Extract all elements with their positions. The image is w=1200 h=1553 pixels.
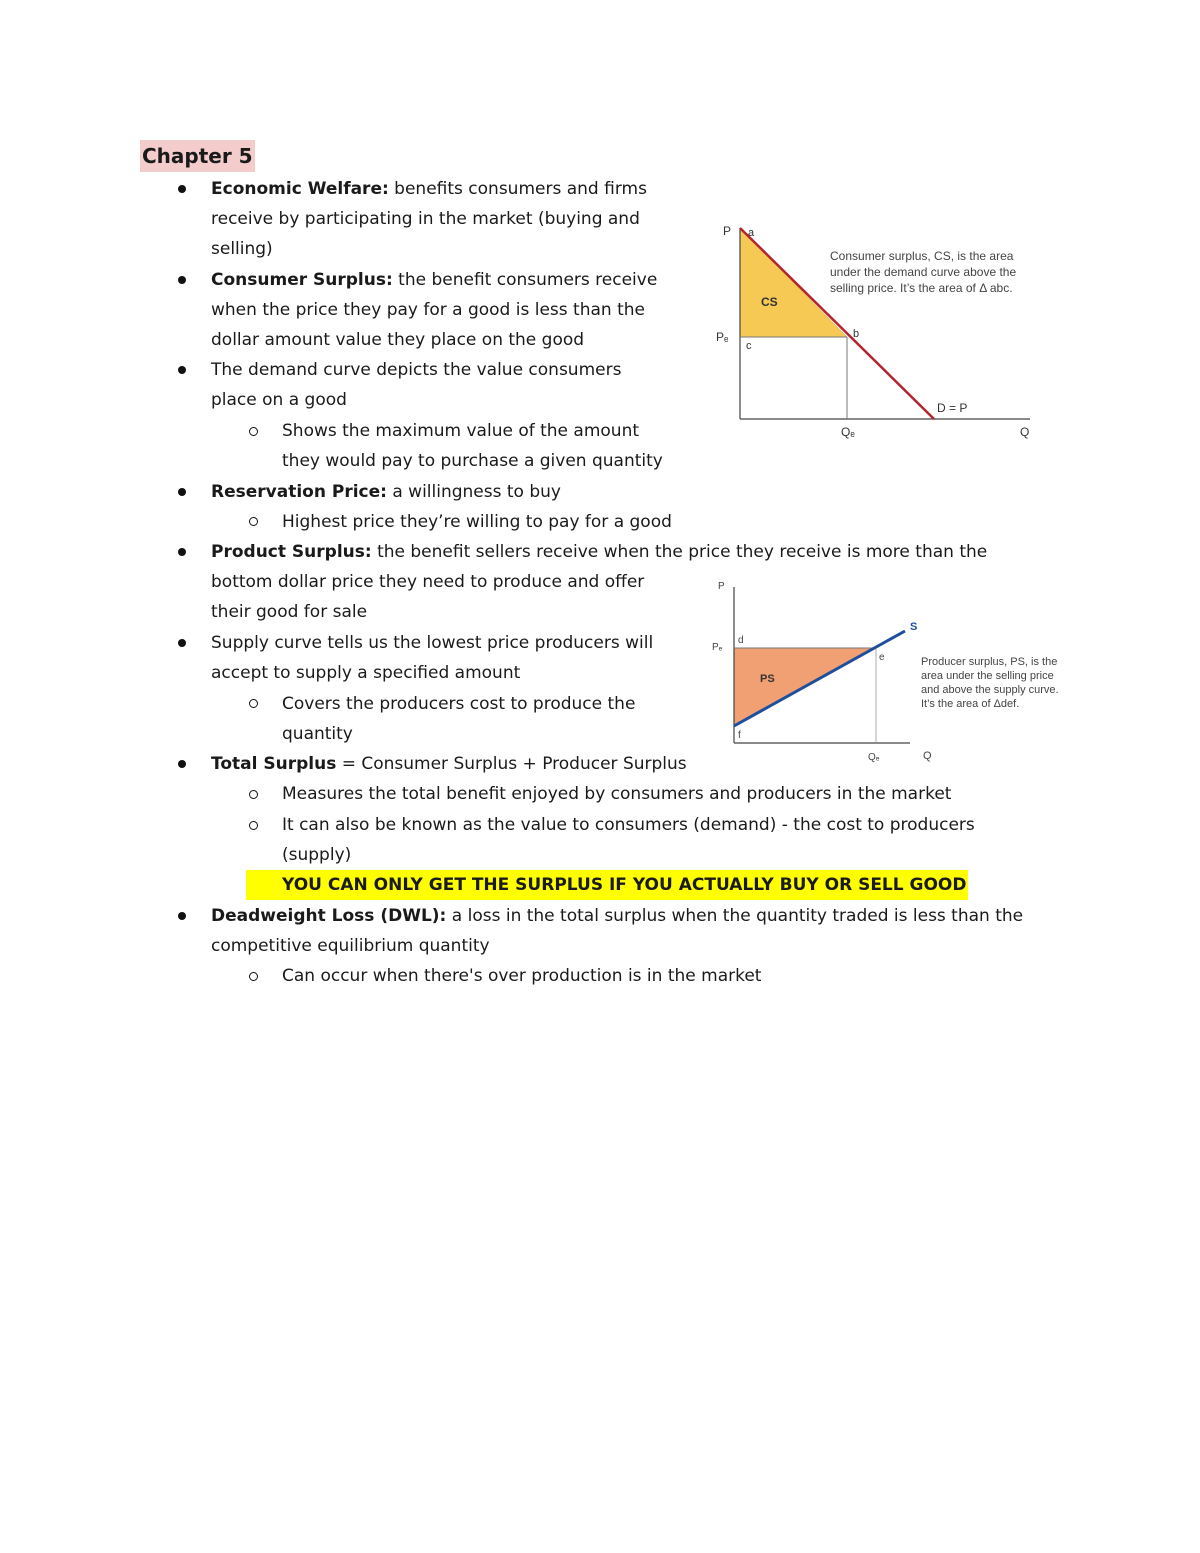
- sub-list-item-continued: quantity: [282, 724, 353, 744]
- supply-label: S: [910, 621, 918, 633]
- point-c-label: c: [746, 340, 752, 352]
- qty-label: Qₑ: [841, 425, 855, 439]
- term: Total Surplus: [211, 754, 337, 774]
- x-axis-label: Q: [1020, 425, 1030, 439]
- list-item-continued: accept to supply a specified amount: [211, 663, 521, 683]
- page-title: Chapter 5: [140, 140, 255, 172]
- bullet-circle-icon: [249, 427, 258, 436]
- bullet-circle-icon: [249, 821, 258, 830]
- caption-line-1: Producer surplus, PS, is the: [921, 656, 1058, 668]
- term: Product Surplus:: [211, 542, 372, 562]
- definition: benefits consumers and firms: [388, 179, 647, 199]
- bullet-circle-icon: [249, 699, 258, 708]
- price-label: Pₑ: [712, 642, 723, 653]
- caption-line-1: Consumer surplus, CS, is the area: [830, 249, 1014, 263]
- point-f-label: f: [738, 730, 741, 741]
- sub-list-item: Shows the maximum value of the amount: [282, 421, 640, 441]
- bullet-circle-icon: [249, 790, 258, 799]
- term: Deadweight Loss (DWL):: [211, 906, 447, 926]
- caption-line-3: and above the supply curve.: [921, 684, 1059, 696]
- list-item-continued: their good for sale: [211, 602, 368, 622]
- list-item: [211, 477, 561, 507]
- bullet-circle-icon: [249, 517, 258, 526]
- list-item-continued: dollar amount value they place on the good: [211, 330, 585, 350]
- sub-list-item-continued: (supply): [282, 845, 352, 865]
- y-axis-label: P: [723, 224, 732, 238]
- list-item-continued: selling): [211, 239, 273, 259]
- term: Economic Welfare:: [211, 179, 389, 199]
- list-item: [211, 174, 647, 204]
- bullet-circle-icon: [249, 972, 258, 981]
- producer-surplus-figure: [700, 575, 1080, 775]
- highlighted-note: YOU CAN ONLY GET THE SURPLUS IF YOU ACTUALLY BUY OR SELL GOOD: [246, 870, 968, 900]
- price-label: Pₑ: [716, 330, 729, 344]
- sub-list-item: It can also be known as the value to consumers (demand) - the cost to producers: [282, 815, 975, 835]
- point-a-label: a: [748, 227, 755, 239]
- bullet-dot-icon: [178, 276, 186, 284]
- bullet-dot-icon: [178, 185, 186, 193]
- sub-list-item: Covers the producers cost to produce the: [282, 694, 636, 714]
- list-item-continued: place on a good: [211, 390, 347, 410]
- point-d-label: d: [738, 635, 744, 646]
- y-axis-label: P: [718, 581, 725, 592]
- list-item-continued: receive by participating in the market (buying and: [211, 209, 640, 229]
- bullet-dot-icon: [178, 548, 186, 556]
- caption-line-2: under the demand curve above the: [830, 265, 1017, 279]
- definition: a willingness to buy: [386, 482, 561, 502]
- area-label: CS: [761, 295, 778, 309]
- qty-label: Qₑ: [868, 752, 880, 763]
- list-item: [211, 901, 1023, 931]
- bullet-dot-icon: [178, 639, 186, 647]
- list-item-continued: bottom dollar price they need to produce and offer: [211, 572, 645, 592]
- definition: the benefit consumers receive: [392, 270, 658, 290]
- list-item-continued: competitive equilibrium quantity: [211, 936, 490, 956]
- bullet-dot-icon: [178, 488, 186, 496]
- sub-list-item: Highest price they’re willing to pay for a good: [282, 512, 672, 532]
- list-item: The demand curve depicts the value consumers: [211, 360, 622, 380]
- sub-list-item: Measures the total benefit enjoyed by consumers and producers in the market: [282, 784, 952, 804]
- caption-line-2: area under the selling price: [921, 670, 1054, 682]
- bullet-dot-icon: [178, 760, 186, 768]
- bullet-dot-icon: [178, 912, 186, 920]
- list-item: [211, 265, 657, 295]
- consumer-surplus-figure: [700, 210, 1060, 450]
- sub-list-item: Can occur when there's over production is in the market: [282, 966, 762, 986]
- definition: a loss in the total surplus when the quantity traded is less than the: [446, 906, 1024, 926]
- list-item: [211, 537, 987, 567]
- list-item: [211, 749, 687, 779]
- term: Consumer Surplus:: [211, 270, 393, 290]
- area-label: PS: [760, 673, 775, 685]
- bullet-dot-icon: [178, 366, 186, 374]
- point-b-label: b: [853, 328, 860, 340]
- point-e-label: e: [879, 652, 885, 663]
- definition: the benefit sellers receive when the price they receive is more than the: [371, 542, 988, 562]
- demand-label: D = P: [937, 401, 968, 415]
- x-axis-label: Q: [923, 750, 932, 762]
- term: Reservation Price:: [211, 482, 387, 502]
- caption-line-3: selling price. It’s the area of Δ abc.: [830, 281, 1013, 295]
- caption-line-4: It’s the area of Δdef.: [921, 698, 1020, 710]
- definition: = Consumer Surplus + Producer Surplus: [336, 754, 687, 774]
- list-item-continued: when the price they pay for a good is less than the: [211, 300, 645, 320]
- sub-list-item-continued: they would pay to purchase a given quantity: [282, 451, 663, 471]
- list-item: Supply curve tells us the lowest price producers will: [211, 633, 654, 653]
